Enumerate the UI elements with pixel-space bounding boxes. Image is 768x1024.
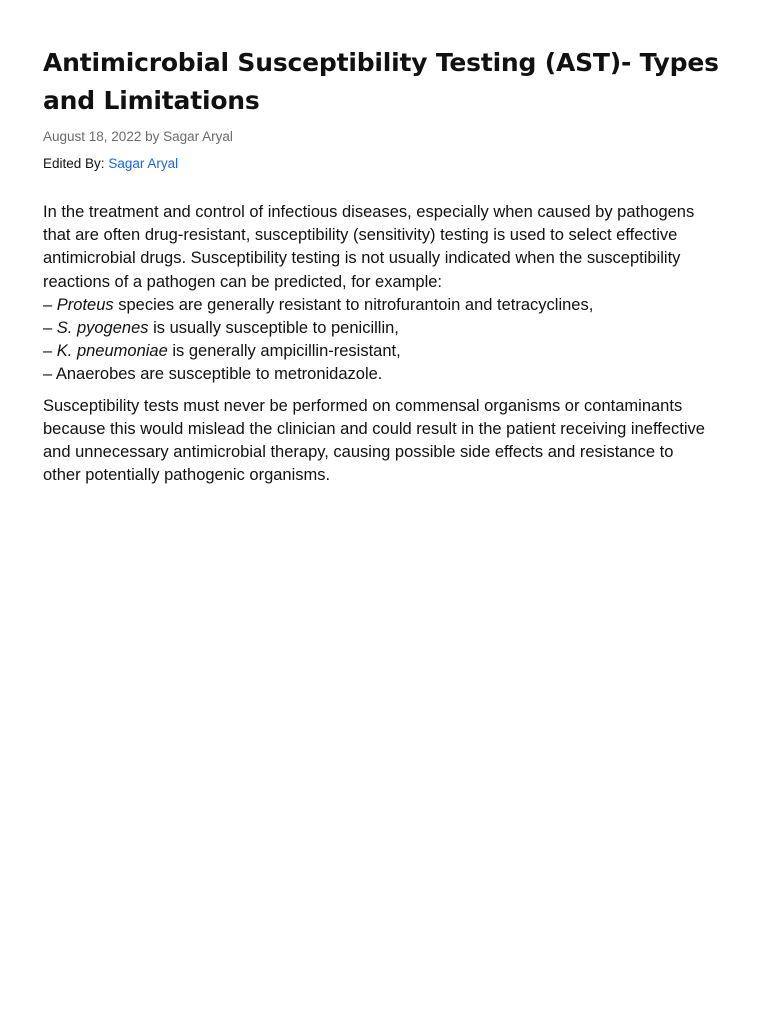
dash: – — [43, 319, 57, 338]
dash: – — [43, 365, 56, 384]
example-text: species are generally resistant to nitrofurantoin and tetracyclines, — [113, 295, 594, 314]
paragraph-intro — [43, 201, 733, 387]
example-item — [43, 340, 733, 363]
edited-by-label: Edited By: — [43, 156, 105, 171]
paragraph-line: reactions of a pathogen can be predicted, for example: — [43, 272, 443, 291]
article-title: Antimicrobial Susceptibility Testing (AST)- Types and Limitations — [43, 48, 719, 115]
paragraph-warning — [43, 395, 733, 488]
example-text: is usually susceptible to penicillin, — [148, 319, 399, 338]
dash: – — [43, 342, 57, 361]
example-item — [43, 294, 733, 317]
editor-link[interactable]: Sagar Aryal — [108, 156, 179, 171]
paragraph-line: In the treatment and control of infectious diseases, especially when caused by pathogens — [43, 203, 695, 221]
example-item — [43, 317, 733, 340]
paragraph-line: because this would mislead the clinician and could result in the patient receiving ineffective — [43, 419, 705, 438]
paragraph-line: that are often drug-resistant, susceptibility (sensitivity) testing is used to select effective — [43, 226, 678, 245]
example-item — [43, 363, 733, 386]
post-meta — [43, 128, 733, 146]
paragraph-line: other potentially pathogenic organisms. — [43, 466, 331, 485]
paragraph-line: Susceptibility tests must never be performed on commensal organisms or contaminants — [43, 396, 683, 415]
paragraph-line: antimicrobial drugs. Susceptibility testing is not usually indicated when the susceptibility — [43, 249, 681, 268]
article — [43, 44, 733, 487]
by-label: by — [145, 129, 160, 144]
example-text: is generally ampicillin-resistant, — [167, 342, 401, 361]
post-date: August 18, 2022 — [43, 129, 142, 144]
author-name: Sagar Aryal — [163, 129, 233, 144]
organism-name: Proteus — [56, 295, 114, 314]
example-text: Anaerobes are susceptible to metronidazole. — [55, 365, 383, 384]
organism-name: K. pneumoniae — [56, 342, 168, 361]
paragraph-line: and unnecessary antimicrobial therapy, causing possible side effects and resistance to — [43, 443, 674, 462]
dash: – — [43, 295, 57, 314]
edited-by — [43, 155, 733, 173]
organism-name: S. pyogenes — [56, 319, 149, 338]
